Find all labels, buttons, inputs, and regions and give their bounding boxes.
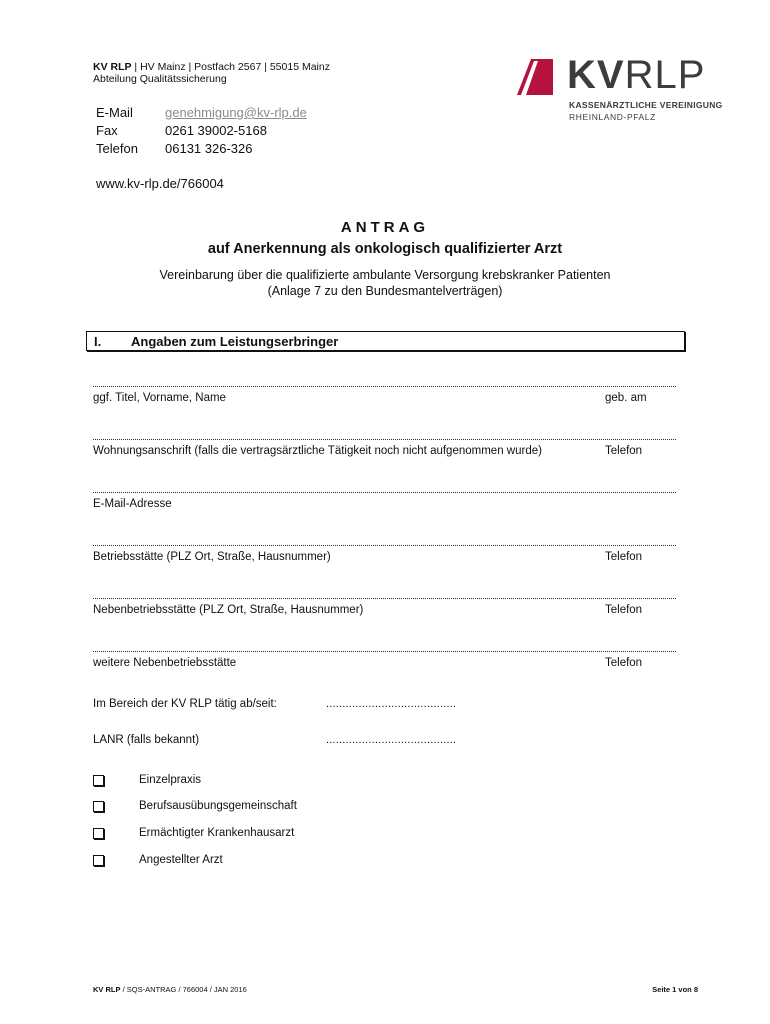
footer-reference-rest: / SQS-ANTRAG / 766004 / JAN 2016 <box>120 985 247 994</box>
inline-label-active-since: Im Bereich der KV RLP tätig ab/seit: <box>93 698 277 710</box>
footer-page-number: Seite 1 von 8 <box>652 985 698 994</box>
document-description-line1: Vereinbarung über die qualifizierte ambulante Versorgung krebskranker Patienten <box>159 268 611 282</box>
checkbox-label-angestellter-arzt: Angestellter Arzt <box>139 854 223 866</box>
checkbox-label-ermaechtigter-krankenhausarzt: Ermächtigter Krankenhausarzt <box>139 827 295 839</box>
checkbox-einzelpraxis[interactable] <box>93 775 104 786</box>
contact-fax-row <box>96 122 396 140</box>
section-number: I. <box>94 334 102 349</box>
field-line-further-practice[interactable] <box>93 651 676 652</box>
field-label-practice: Betriebsstätte (PLZ Ort, Straße, Hausnummer) <box>93 551 331 563</box>
logo-subtitle-2: RHEINLAND-PFALZ <box>569 112 656 122</box>
section-title: Angaben zum Leistungserbringer <box>131 334 339 349</box>
field-label-practice-phone: Telefon <box>605 551 643 563</box>
sender-address-rest: | HV Mainz | Postfach 2567 | 55015 Mainz <box>131 61 330 73</box>
document-subtitle: auf Anerkennung als onkologisch qualifizierter Arzt <box>207 241 563 257</box>
contact-phone-row <box>96 140 396 158</box>
kvrlp-logo <box>517 53 723 125</box>
footer-reference <box>93 985 247 994</box>
field-line-practice[interactable] <box>93 545 676 546</box>
website-url[interactable]: www.kv-rlp.de/766004 <box>96 176 224 191</box>
logo-text-rlp: RLP <box>624 53 706 97</box>
field-line-email[interactable] <box>93 492 676 493</box>
field-line-secondary-practice[interactable] <box>93 598 676 599</box>
field-label-home-address: Wohnungsanschrift (falls die vertragsärztliche Tätigkeit noch nicht aufgenommen wurde) <box>93 445 542 457</box>
sender-org: KV RLP <box>93 61 132 73</box>
section-header <box>86 331 685 351</box>
checkbox-angestellter-arzt[interactable] <box>93 855 104 866</box>
contact-email-row <box>96 104 396 122</box>
field-label-email: E-Mail-Adresse <box>93 498 172 510</box>
document-description-line2: (Anlage 7 zu den Bundesmantelverträgen) <box>267 284 503 298</box>
department: Abteilung Qualitätssicherung <box>93 73 227 85</box>
contact-email-label: E-Mail <box>96 105 133 120</box>
logo-mark-icon <box>517 59 553 95</box>
logo-subtitle-1: KASSENÄRZTLICHE VEREINIGUNG <box>569 100 723 110</box>
footer-org: KV RLP <box>93 985 121 994</box>
inline-input-active-since[interactable]: ........................................ <box>326 698 457 710</box>
checkbox-berufsausuebungsgemeinschaft[interactable] <box>93 801 104 812</box>
contact-fax-value: 0261 39002-5168 <box>165 123 267 138</box>
checkbox-label-berufsausuebungsgemeinschaft: Berufsausübungsgemeinschaft <box>139 800 297 812</box>
field-label-birthdate: geb. am <box>605 392 647 404</box>
contact-phone-label: Telefon <box>96 141 138 156</box>
checkbox-label-einzelpraxis: Einzelpraxis <box>139 774 201 786</box>
field-label-secondary-practice-phone: Telefon <box>605 604 643 616</box>
inline-input-lanr[interactable]: ........................................ <box>326 734 457 746</box>
document-title: ANTRAG <box>340 219 430 236</box>
field-label-secondary-practice: Nebenbetriebsstätte (PLZ Ort, Straße, Hausnummer) <box>93 604 364 616</box>
contact-phone-value: 06131 326-326 <box>165 141 253 156</box>
contact-email-link[interactable]: genehmigung@kv-rlp.de <box>165 105 307 120</box>
inline-label-lanr: LANR (falls bekannt) <box>93 734 200 746</box>
checkbox-ermaechtigter-krankenhausarzt[interactable] <box>93 828 104 839</box>
field-label-home-phone: Telefon <box>605 445 643 457</box>
field-label-further-practice-phone: Telefon <box>605 657 643 669</box>
contact-block <box>96 104 396 158</box>
field-label-further-practice: weitere Nebenbetriebsstätte <box>93 657 237 669</box>
field-line-name[interactable] <box>93 386 676 387</box>
field-line-home-address[interactable] <box>93 439 676 440</box>
field-label-name: ggf. Titel, Vorname, Name <box>93 392 226 404</box>
contact-fax-label: Fax <box>96 123 118 138</box>
logo-text-kv: KV <box>567 53 625 97</box>
